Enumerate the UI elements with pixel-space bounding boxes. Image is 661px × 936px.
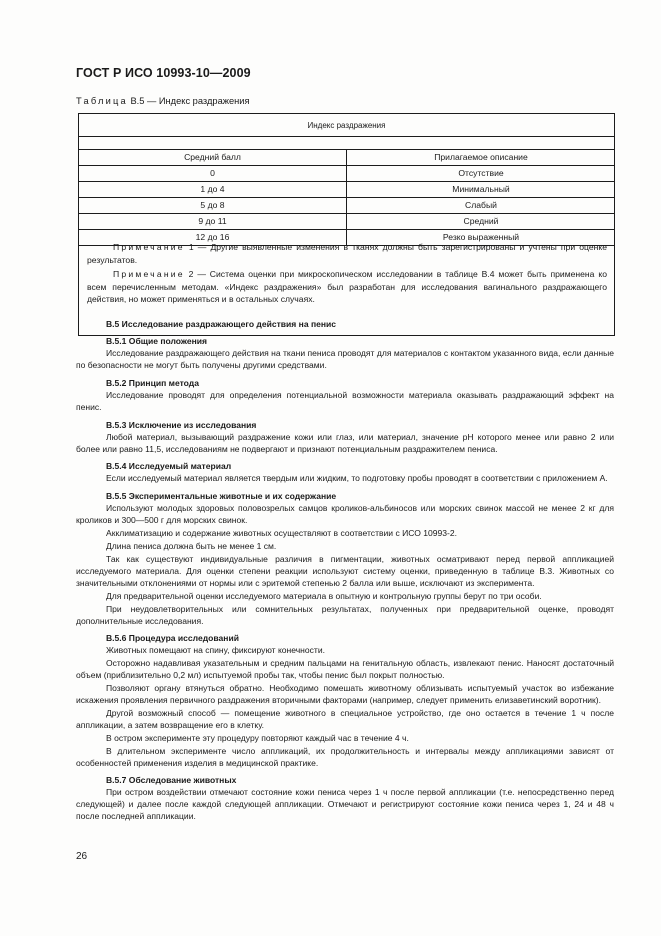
body-paragraph: Другой возможный способ — помещение животного в специальное устройство, где оно остается в течение 1 ч после аппликации, а затем возвращение его в клетку. <box>76 707 614 730</box>
body-paragraph: Используют молодых здоровых половозрелых самцов кроликов-альбиносов или морских свинок массой не менее 2 кг для кроликов и 300—500 г для морских свинок. <box>76 503 614 526</box>
column-header-score: Средний балл <box>79 150 347 165</box>
body-paragraph: В длительном эксперименте число аппликаций, их продолжительность и интервалы между аппликациями зависят от особенностей применения изделия в медицинской практике. <box>76 745 614 768</box>
body-paragraph: Для предварительной оценки исследуемого материала в опытную и контрольную группы берут по три особи. <box>106 590 542 601</box>
section-heading: В.5.7 Обследование животных <box>106 775 237 786</box>
table-header-row <box>79 150 614 166</box>
table-title: Индекс раздражения <box>79 114 614 137</box>
table-cell-score: 12 до 16 <box>79 230 347 245</box>
section-heading: В.5.4 Исследуемый материал <box>106 461 232 472</box>
table-note <box>87 241 607 266</box>
table-notes <box>87 241 607 308</box>
table-cell-score: 5 до 8 <box>79 198 347 213</box>
document-body <box>76 318 614 824</box>
document-header: ГОСТ Р ИСО 10993-10—2009 <box>76 66 251 80</box>
table-row <box>79 198 614 214</box>
table-cell-score: 1 до 4 <box>79 182 347 197</box>
section-heading: В.5.3 Исключение из исследования <box>106 419 257 430</box>
table-cell-description: Средний <box>463 216 499 226</box>
table-cell-score: 0 <box>79 166 347 181</box>
table-cell-description: Отсутствие <box>458 168 504 178</box>
table-spacer-row <box>79 137 614 150</box>
body-paragraph: Исследование проводят для определения потенциальной возможности материала оказывать раздражающий эффект на пенис. <box>76 389 614 412</box>
table-cell-description: Слабый <box>465 200 497 210</box>
body-paragraph: Животных помещают на спину, фиксируют конечности. <box>106 645 325 656</box>
body-paragraph: Исследование раздражающего действия на ткани пениса проводят для материалов с контактом указанного вида, если данные по безопасности не могут быть получены другими средствами. <box>76 348 614 370</box>
body-paragraph: При неудовлетворительных или сомнительных результатах, полученных при предварительной оценке, проводят дополнительные исследования. <box>76 603 614 626</box>
body-paragraph: Если исследуемый материал является твердым или жидким, то подготовку пробы проводят в соответствии с приложением А. <box>106 473 608 484</box>
table-caption-label: Таблица <box>76 96 128 106</box>
body-paragraph: В остром эксперименте эту процедуру повторяют каждый час в течение 4 ч. <box>106 732 409 743</box>
note-label: Примечание <box>113 269 185 279</box>
body-paragraph: Так как существуют индивидуальные различия в пигментации, животных осматривают перед первой аппликацией исследуемого материала. Для оценки степени реакции используют систему оценки, приведенную в таблице В.3. Животных со значительными отклонениями от нормы или с эритемой степенью 2 балла или выше, исключают из эксперимента. <box>76 553 614 588</box>
table-caption-text: В.5 — Индекс раздражения <box>127 96 250 106</box>
table-cell-description: Минимальный <box>452 184 510 194</box>
table-row <box>79 214 614 230</box>
page-number: 26 <box>76 851 88 862</box>
section-heading: В.5.6 Процедура исследований <box>106 633 239 644</box>
section-heading: В.5.5 Экспериментальные животные и их содержание <box>106 491 337 502</box>
irritation-index-table <box>78 113 615 336</box>
table-cell-description: Резко выраженный <box>442 232 520 242</box>
section-heading: В.5 Исследование раздражающего действия на пенис <box>106 319 337 329</box>
table-row <box>79 166 614 182</box>
table-cell-score: 9 до 11 <box>79 214 347 229</box>
table-row <box>79 182 614 198</box>
section-heading: В.5.1 Общие положения <box>106 336 208 346</box>
table-note <box>87 268 607 306</box>
body-paragraph: Осторожно надавливая указательным и средним пальцами на генитальную область, извлекают пенис. Наносят достаточный объем (приблизительно 0,2 мл) испытуемой пробы так, чтобы пенис был покрыт полностью. <box>76 658 614 681</box>
table-caption <box>76 96 250 106</box>
note-label: Примечание <box>113 242 185 252</box>
note-text: 2 — Система оценки при микроскопическом исследовании в таблице В.4 может быть применена ко всем перечисленным методам. «Индекс раздражения» был разработан для исследования вагинального раздражающего действия, но может применяться и в остальных случаях. <box>87 269 607 304</box>
body-paragraph: При остром воздействии отмечают состояние кожи пениса через 1 ч после первой аппликации (т.е. непосредственно перед следующей) и далее после каждой следующей аппликации. Отмечают и регистрируют состояние кожи пениса через 1, 24 и 48 ч после последней аппликации. <box>76 787 614 822</box>
body-paragraph: Любой материал, вызывающий раздражение кожи или глаз, или материал, значение pH которого менее или равно 2 или более или равно 11,5, исследованиям не подвергают и признают потенциальным раздражителем пениса. <box>76 431 614 454</box>
section-heading: В.5.2 Принцип метода <box>106 377 199 388</box>
body-paragraph: Позволяют органу втянуться обратно. Необходимо помешать животному облизывать испытуемый участок во избежание искажения проявления первичного раздражения вторичными факторами (например, следует применить елизаветинский воротник). <box>76 683 614 706</box>
column-header-description: Прилагаемое описание <box>434 152 528 162</box>
note-text: 1 — Другие выявленные изменения в тканях должны быть зарегистрированы и учтены при оценке результатов. <box>87 242 607 265</box>
body-paragraph: Длина пениса должна быть не менее 1 см. <box>106 541 277 552</box>
body-paragraph: Акклиматизацию и содержание животных осуществляют в соответствии с ИСО 10993-2. <box>106 528 457 539</box>
